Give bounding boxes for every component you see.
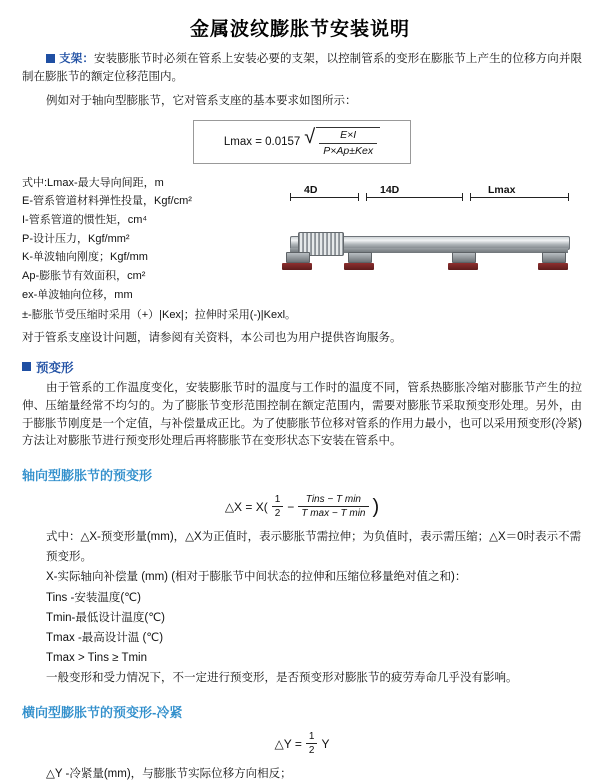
definition-item: I-管系管道的惯性矩，cm⁴ [22,213,148,226]
definition-item: Ap-膨胀节有效面积，cm² [22,270,146,282]
axial-formula-rparen: ) [372,495,380,518]
dimension-tick [366,193,367,201]
definition-item: ±-膨胀节受压缩时采用（+）|Kex|；拉伸时采用(-)|Kexl。 [22,309,297,322]
axial-notes [22,527,582,688]
axial-temp-den: T max − T min [301,508,366,520]
axial-note: 一般变形和受力情况下，不一定进行预变形，是否预变形对膨胀节的疲劳寿命几乎没有影响。 [46,672,518,684]
pipe-support [344,252,374,270]
axial-section-heading: 轴向型膨胀节的预变形 [22,468,153,484]
radical-sign: √ [304,126,316,149]
lateral-section-heading: 横向型膨胀节的预变形-冷紧 [22,705,183,721]
support-para2: 例如对于轴向型膨胀节，它对管系支座的基本要求如图所示： [46,94,357,107]
definition-item: K-单波轴向刚度；Kgf/mm [22,251,148,264]
lmax-formula-lhs: Lmax = 0.0157 [223,136,301,148]
axial-formula-body [225,494,379,519]
lateral-formula-body [275,731,330,756]
definition-item: ex-单波轴向位移，mm [22,288,133,301]
pipe-support [448,252,478,270]
lmax-denominator: P×Ap±Kex [323,144,374,157]
page-title: 金属波纹膨胀节安装说明 [189,19,410,40]
predeform-para1: 由于管系的工作温度变化，安装膨胀节时的温度与工作时的温度不同，管系热膨胀冷缩对膨胀节产生的拉伸、压缩量经常不均匀的。为了膨胀节变形范围控制在额定范围内，需要对膨胀节采取预变形处理。另外，由于膨胀节刚度是一个定值，与补偿量成正比。为了使膨胀节位移对管系的作用力最小，也可以采用预变形(冷紧)方法让对膨胀节进行预变形处理后再将膨胀节在变形状态下安装在管系中。 [22,381,582,448]
axial-half-num: 1 [272,494,284,507]
lateral-formula-lhs: △Y = [274,736,302,751]
lateral-half-fraction [306,731,318,756]
definition-item: E-管系管道材料弹性投量，Kgf/cm² [22,195,192,208]
lateral-formula-rhs: Y [321,736,330,751]
dimension-line-4d [290,197,358,198]
lateral-notes [22,764,582,784]
dimension-line-14d [366,197,462,198]
blue-square-icon [22,362,31,371]
dimension-label-4d: 4D [304,183,318,196]
dimension-tick [470,193,471,201]
axial-formula-lhs: △X = X( [224,499,268,514]
support-heading: 支架： [59,53,94,65]
dimension-tick [568,193,569,201]
axial-temp-num: Tins − T min [298,494,368,507]
definition-list [22,174,274,305]
support-para1: 安装膨胀节时必须在管系上安装必要的支架，以控制管系的变形在膨胀节上产生的位移方向并限制在膨胀节的额定位移范围内。 [22,53,583,83]
definition-note-pm [22,306,582,325]
lateral-half-den: 2 [308,745,315,757]
dimension-label-14d: 14D [380,183,400,196]
dimension-label-lmax: Lmax [488,183,516,196]
axial-half-fraction [272,494,284,519]
radical-inner [316,127,380,156]
pipe-support [282,252,312,270]
axial-note: 式中：△X-预变形量(mm)，△X为正值时，表示膨胀节需拉伸；为负值时，表示需压缩；△X＝0时表示不需预变形。 [46,531,582,564]
lateral-formula [22,731,582,756]
pipe-assembly [282,218,574,270]
axial-half-den: 2 [274,508,281,520]
support-block [452,252,476,263]
axial-note: Tmin-最低设计温度(℃) [46,611,165,624]
lateral-half-num: 1 [306,731,318,744]
support-base [448,263,478,270]
dimension-tick [290,193,291,201]
predeform-section-heading [22,358,582,376]
support-base [282,263,312,270]
axial-note: Tins -安装温度(℃) [46,591,141,604]
support-section-intro [22,51,582,87]
predeform-heading-text: 预变形 [36,360,74,375]
definition-item: 式中:Lmax-最大导向间距，m [22,176,164,189]
expansion-joint-diagram [282,184,574,296]
dimension-line-lmax [470,197,568,198]
axial-note: X-实际轴向补偿量 (mm) (相对于膨胀节中间状态的拉伸和压缩位移量绝对值之和)： [46,571,467,584]
lmax-formula [193,120,411,163]
support-base [344,263,374,270]
axial-formula [22,494,582,519]
support-block [542,252,566,263]
axial-minus-sign: − [287,499,295,514]
diagram-column [282,170,582,296]
definitions-column [22,170,274,305]
radical-group [304,127,380,156]
definition-item: P-设计压力，Kgf/mm² [22,232,130,245]
document-page [0,14,600,781]
support-block [348,252,372,263]
support-closing: 对于管系支座设计问题，请参阅有关资料，本公司也为用户提供咨询服务。 [22,332,402,345]
lmax-fraction [319,129,377,156]
axial-note: Tmax > Tins ≥ Tmin [46,651,147,664]
support-base [538,263,568,270]
pipe-support [538,252,568,270]
axial-temp-fraction [298,494,368,519]
lateral-note: △Y -冷紧量(mm)，与膨胀节实际位移方向相反； [46,768,292,781]
document-body [0,51,600,784]
definitions-and-diagram [22,170,582,305]
dimension-tick [462,193,463,201]
blue-square-icon [46,54,55,63]
axial-note: Tmax -最高设计温 (℃) [46,631,164,644]
support-block [286,252,310,263]
lmax-numerator: E×I [319,129,377,143]
dimension-tick [358,193,359,201]
